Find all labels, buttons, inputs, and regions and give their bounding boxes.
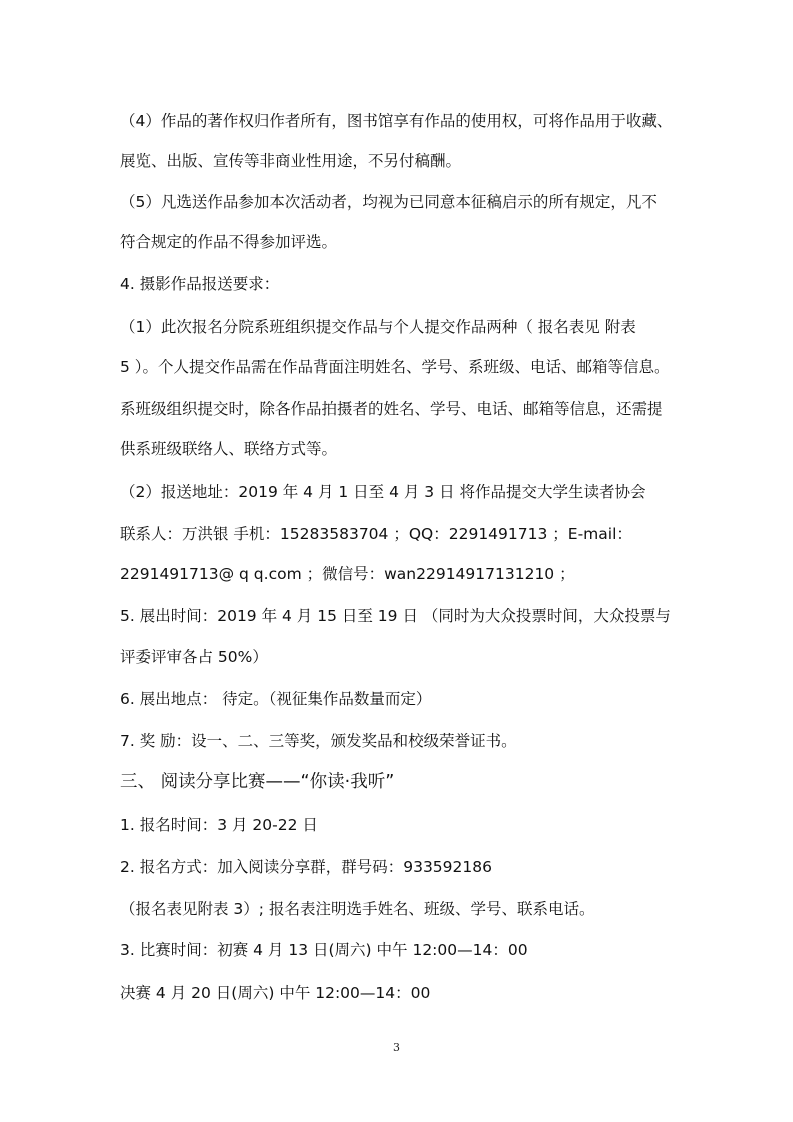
paragraph-line: （5）凡选送作品参加本次活动者，均视为已同意本征稿启示的所有规定，凡不 — [120, 193, 657, 211]
paragraph-line: 符合规定的作品不得参加评选。 — [120, 233, 338, 251]
paragraph-line: 5 ）。个人提交作品需在作品背面注明姓名、学号、系班级、电话、邮箱等信息。 — [120, 358, 670, 376]
paragraph-line: 6. 展出地点： 待定。（视征集作品数量而定） — [120, 690, 432, 708]
contact-line: 联系人：万洪银 手机：15283583704 ；QQ：2291491713 ；E-mail： — [120, 525, 632, 543]
section-heading: 4. 摄影作品报送要求： — [120, 275, 280, 293]
paragraph-line: （4）作品的著作权归作者所有，图书馆享有作品的使用权，可将作品用于收藏、 — [120, 112, 673, 130]
schedule-line: 决赛 4 月 20 日(周六) 中午 12:00—14：00 — [120, 984, 431, 1002]
schedule-line: 3. 比赛时间：初赛 4 月 13 日(周六) 中午 12:00—14：00 — [120, 941, 528, 959]
contact-line: 2291491713@ q q.com ；微信号：wan22914917131210 ； — [120, 565, 575, 583]
paragraph-line: 5. 展出时间：2019 年 4 月 15 日至 19 日 （同时为大众投票时间，大众投票与 — [120, 607, 671, 625]
paragraph-line: 评委评审各占 50%） — [120, 648, 268, 666]
paragraph-line: （2）报送地址：2019 年 4 月 1 日至 4 月 3 日 将作品提交大学生读者协会 — [120, 483, 646, 501]
paragraph-line: 2. 报名方式：加入阅读分享群，群号码：933592186 — [120, 858, 492, 876]
paragraph-line: 供系班级联络人、联络方式等。 — [120, 440, 338, 458]
paragraph-line: 1. 报名时间：3 月 20-22 日 — [120, 816, 318, 834]
paragraph-line: 7. 奖 励：设一、二、三等奖，颁发奖品和校级荣誉证书。 — [120, 732, 517, 750]
page-number: 3 — [393, 1041, 400, 1054]
paragraph-line: （1）此次报名分院系班组织提交作品与个人提交作品两种（ 报名表见 附表 — [120, 318, 636, 336]
paragraph-line: （报名表见附表 3）; 报名表注明选手姓名、班级、学号、联系电话。 — [120, 900, 595, 918]
section-title: 三、 阅读分享比赛——“你读·我听” — [120, 772, 395, 792]
paragraph-line: 系班级组织提交时，除各作品拍摄者的姓名、学号、电话、邮箱等信息，还需提 — [120, 400, 663, 418]
paragraph-line: 展览、出版、宣传等非商业性用途，不另付稿酬。 — [120, 152, 462, 170]
